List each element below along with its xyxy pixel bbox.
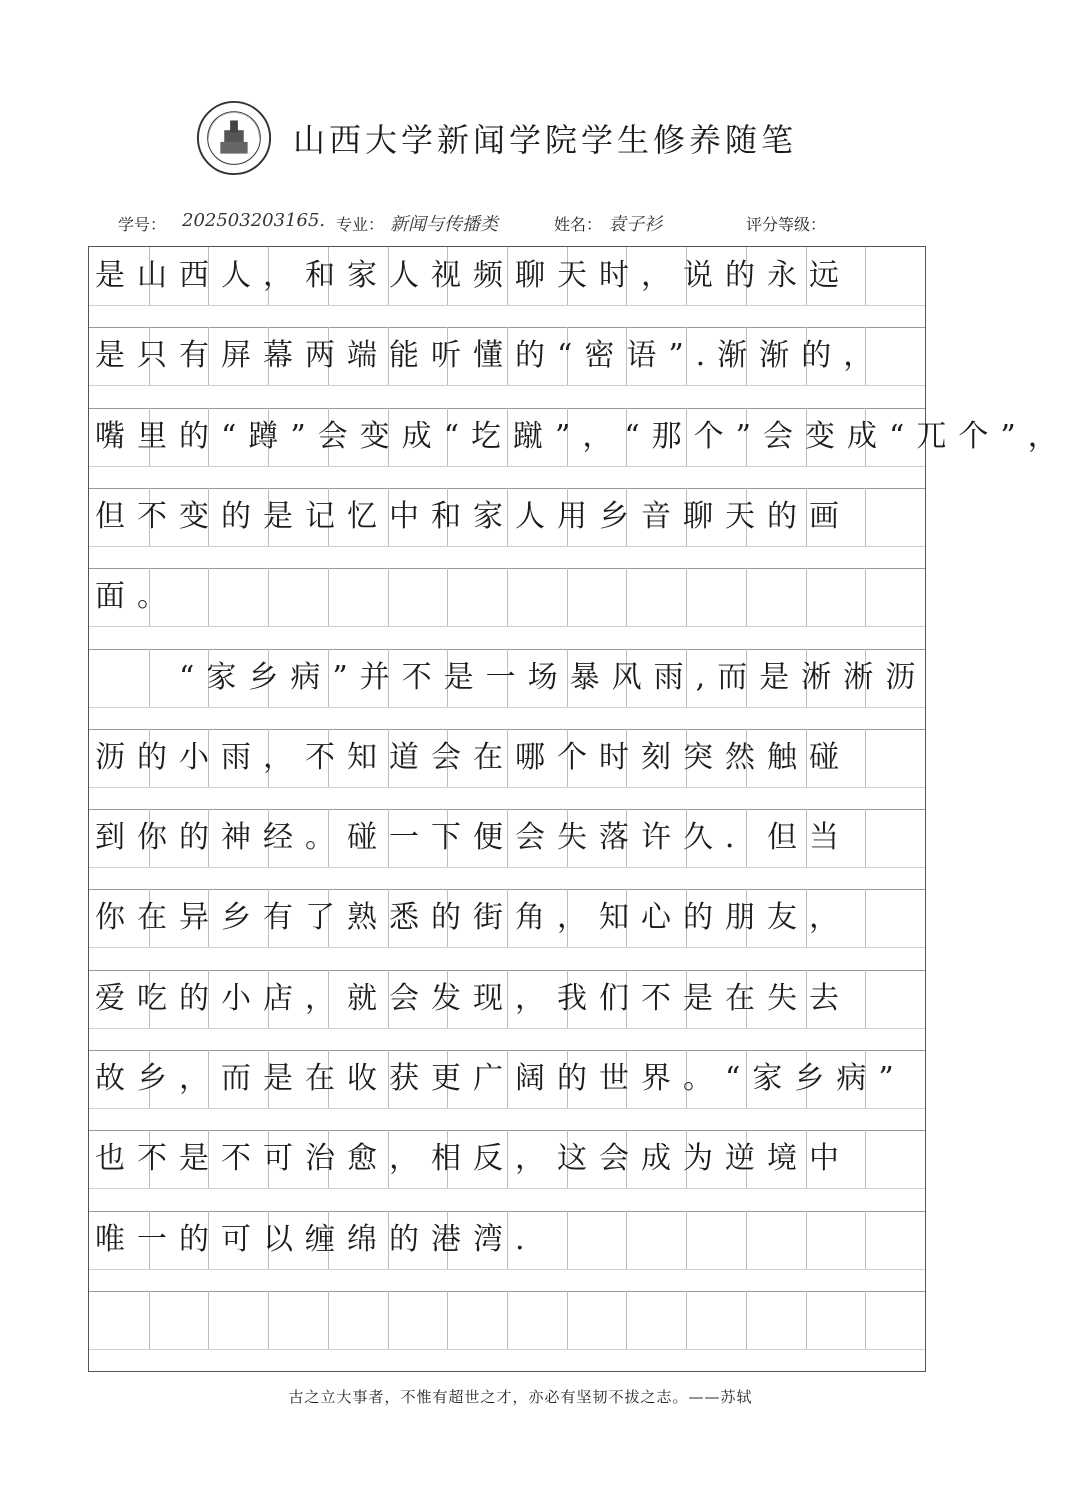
grid-gap-line — [89, 305, 925, 306]
student-id-label: 学号： — [118, 215, 167, 234]
essay-line: 嘴里的“蹲”会变成“圪蹴”，“那个”会变成“兀个”， — [95, 418, 1070, 454]
grid-gap-line — [89, 1349, 925, 1350]
writing-grid — [88, 246, 1070, 1372]
grid-gap-line — [89, 1028, 925, 1029]
header — [195, 98, 797, 178]
essay-line: “家乡病”并不是一场暴风雨,而是淅淅沥 — [95, 659, 928, 695]
essay-line: 面。 — [95, 579, 179, 615]
grid-gap-line — [89, 385, 925, 386]
grid-gap-line — [89, 546, 925, 547]
essay-line: 沥的小雨，不知道会在哪个时刻突然触碰 — [95, 739, 851, 775]
essay-line: 到你的神经。碰一下便会失落许久．但当 — [95, 820, 851, 856]
university-seal-icon — [195, 99, 273, 177]
essay-line: 故乡，而是在收获更广阔的世界。“家乡病” — [95, 1061, 906, 1096]
grid-gap-line — [89, 626, 925, 627]
essay-line: 是只有屏幕两端能听懂的“密语”.渐渐的， — [95, 338, 886, 374]
essay-line — [89, 1291, 925, 1349]
page-title: 山西大学新闻学院学生修养随笔 — [293, 121, 798, 159]
grid-gap-line — [89, 1188, 925, 1189]
student-id-value: 202503203165. — [182, 210, 326, 231]
essay-line: 爱吃的小店，就会发现，我们不是在失去 — [95, 980, 851, 1016]
essay-line: 唯一的可以缠绵的港湾. — [95, 1221, 537, 1257]
essay-line: 但不变的是记忆中和家人用乡音聊天的画 — [95, 498, 851, 534]
grid-gap-line — [89, 707, 925, 708]
grid-gap-line — [89, 1269, 925, 1270]
major-label: 专业： — [336, 215, 385, 234]
grade-label: 评分等级： — [746, 215, 827, 234]
grid-gap-line — [89, 947, 925, 948]
grid-gap-line — [89, 1108, 925, 1109]
grid-gap-line — [89, 787, 925, 788]
name-label: 姓名： — [554, 215, 603, 234]
major-value: 新闻与传播类 — [390, 214, 498, 235]
essay-line: 你在异乡有了熟悉的街角，知心的朋友， — [95, 900, 851, 936]
essay-line: 是山西人，和家人视频聊天时，说的永远 — [95, 258, 851, 293]
grid-gap-line — [89, 867, 925, 868]
grid-gap-line — [89, 466, 925, 467]
footer-quote: 古之立大事者，不惟有超世之才，亦必有坚韧不拔之志。——苏轼 — [288, 1388, 753, 1406]
essay-line: 也不是不可治愈，相反，这会成为逆境中 — [95, 1141, 851, 1177]
student-info — [118, 212, 918, 242]
name-value: 袁子衫 — [608, 214, 662, 235]
